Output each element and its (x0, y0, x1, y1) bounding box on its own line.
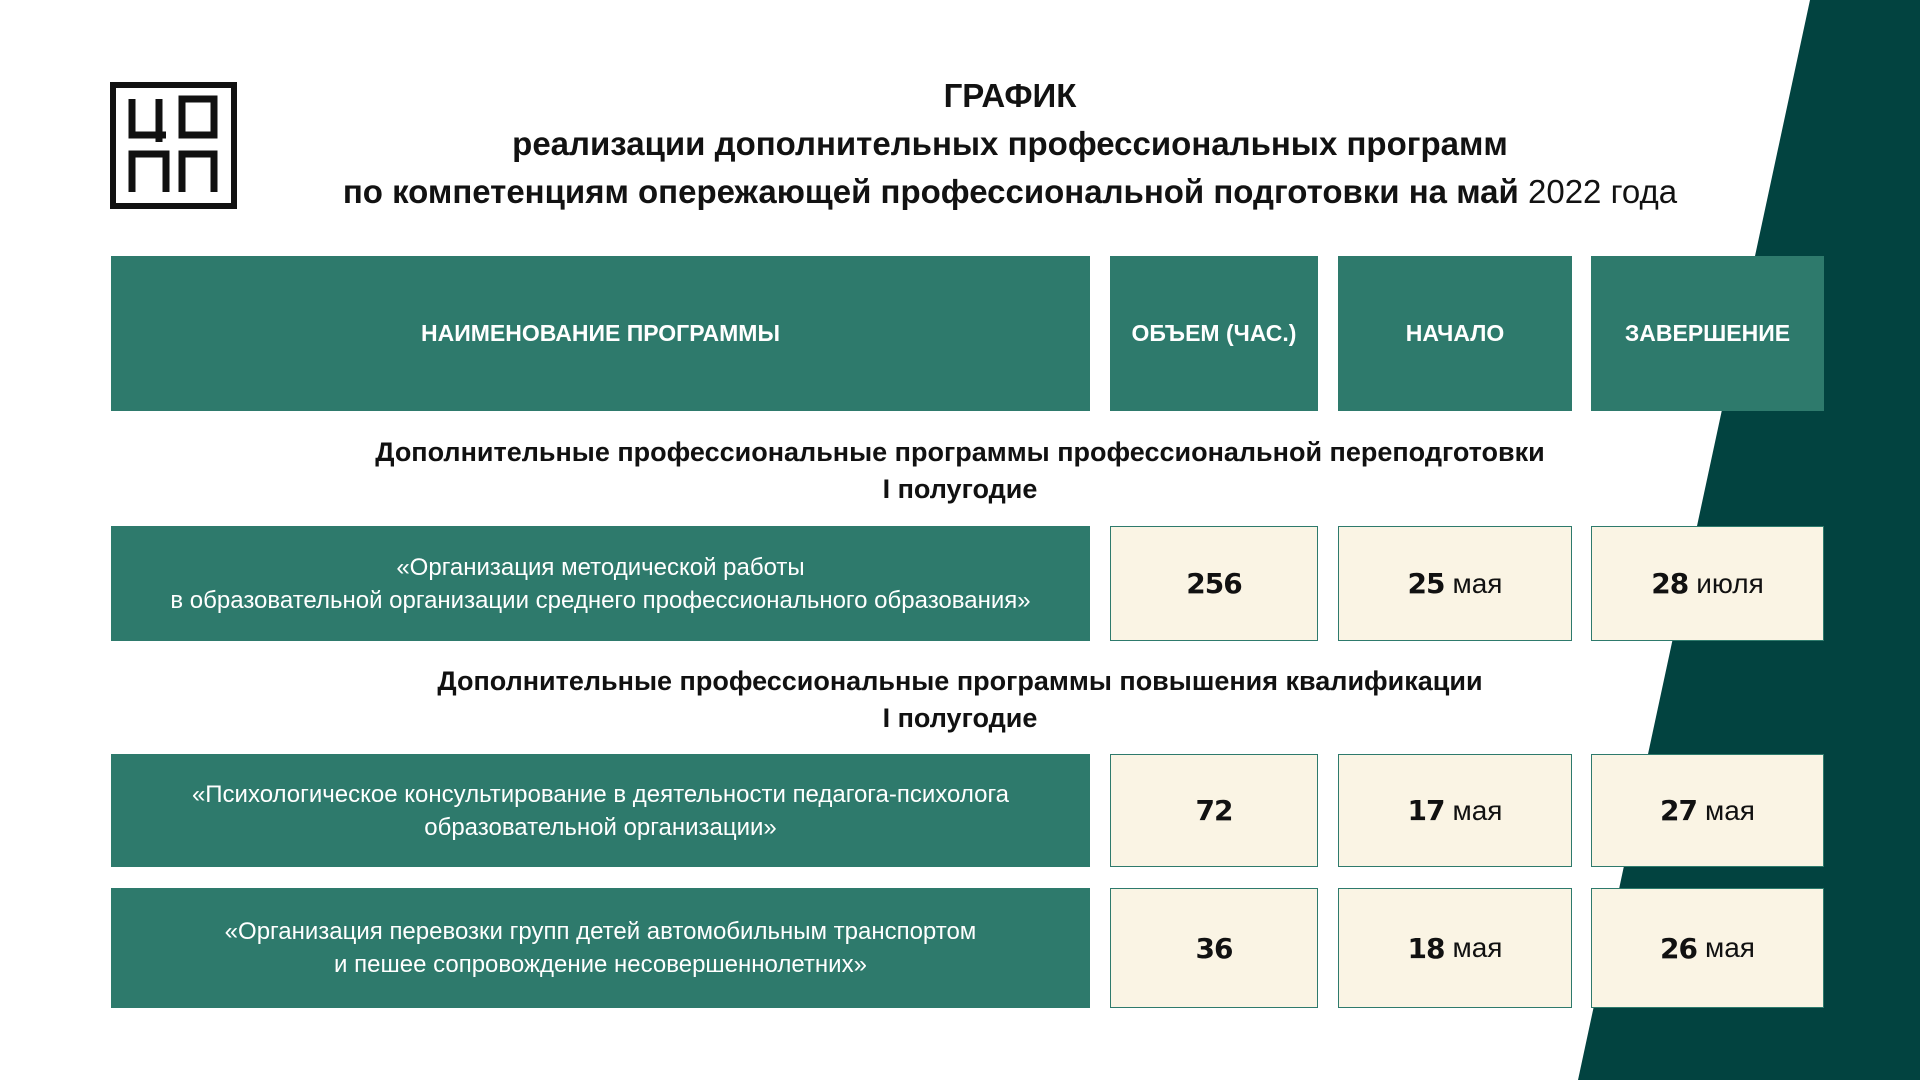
start-day: 17 (1407, 794, 1445, 827)
section-period: I полугодие (882, 703, 1038, 733)
title-line-3 (260, 168, 1760, 216)
section-title (110, 434, 1810, 508)
start-day: 25 (1407, 567, 1445, 600)
hours-value: 256 (1186, 567, 1242, 600)
title-line-1: ГРАФИК (943, 77, 1077, 114)
table-row-program-name (111, 754, 1090, 867)
page-title (260, 72, 1760, 216)
title-line-3-year: 2022 года (1528, 173, 1678, 210)
program-name-line: «Психологическое консультирование в деятельности педагога-психолога (191, 780, 1010, 808)
end-month: мая (1704, 932, 1755, 963)
table-row-hours (1110, 888, 1318, 1008)
header-end: ЗАВЕРШЕНИЕ (1591, 256, 1824, 411)
end-month: мая (1704, 794, 1755, 826)
end-month: июля (1696, 567, 1764, 599)
header-volume: ОБЪЕМ (ЧАС.) (1110, 256, 1318, 411)
section-period: I полугодие (882, 474, 1038, 504)
table-row-start (1338, 754, 1572, 867)
section-heading: Дополнительные профессиональные программы профессиональной переподготовки (375, 437, 1545, 467)
table-row-start (1338, 888, 1572, 1008)
table-row-program-name (111, 888, 1090, 1008)
table-row-start (1338, 526, 1572, 641)
end-day: 26 (1660, 931, 1697, 965)
start-day: 18 (1407, 931, 1445, 965)
program-name-line: в образовательной организации среднего профессионального образования» (170, 586, 1031, 614)
hours-value: 36 (1195, 931, 1233, 965)
end-day: 28 (1651, 567, 1689, 600)
header-start: НАЧАЛО (1338, 256, 1572, 411)
title-line-3-main: по компетенциям опережающей профессиональной подготовки на май (342, 173, 1519, 210)
title-line-2: реализации дополнительных профессиональных программ (512, 125, 1508, 162)
table-row-end (1591, 754, 1824, 867)
hours-value: 72 (1195, 794, 1233, 827)
program-name-line: «Организация методической работы (396, 553, 805, 581)
program-name-line: образовательной организации» (424, 813, 777, 841)
start-month: мая (1452, 932, 1503, 963)
header-program-name: НАИМЕНОВАНИЕ ПРОГРАММЫ (111, 256, 1090, 411)
start-month: мая (1452, 794, 1503, 826)
section-heading: Дополнительные профессиональные программы повышения квалификации (437, 666, 1483, 696)
table-row-hours (1110, 754, 1318, 867)
program-name-line: «Организация перевозки групп детей автомобильным транспортом (224, 918, 977, 945)
table-row-end (1591, 888, 1824, 1008)
cop-logo-icon (110, 82, 237, 209)
section-title (110, 663, 1810, 737)
table-row-hours (1110, 526, 1318, 641)
start-month: мая (1452, 567, 1503, 599)
end-day: 27 (1660, 794, 1697, 827)
table-row-end (1591, 526, 1824, 641)
table-row-program-name (111, 526, 1090, 641)
program-name-line: и пешее сопровождение несовершеннолетних» (334, 951, 867, 978)
